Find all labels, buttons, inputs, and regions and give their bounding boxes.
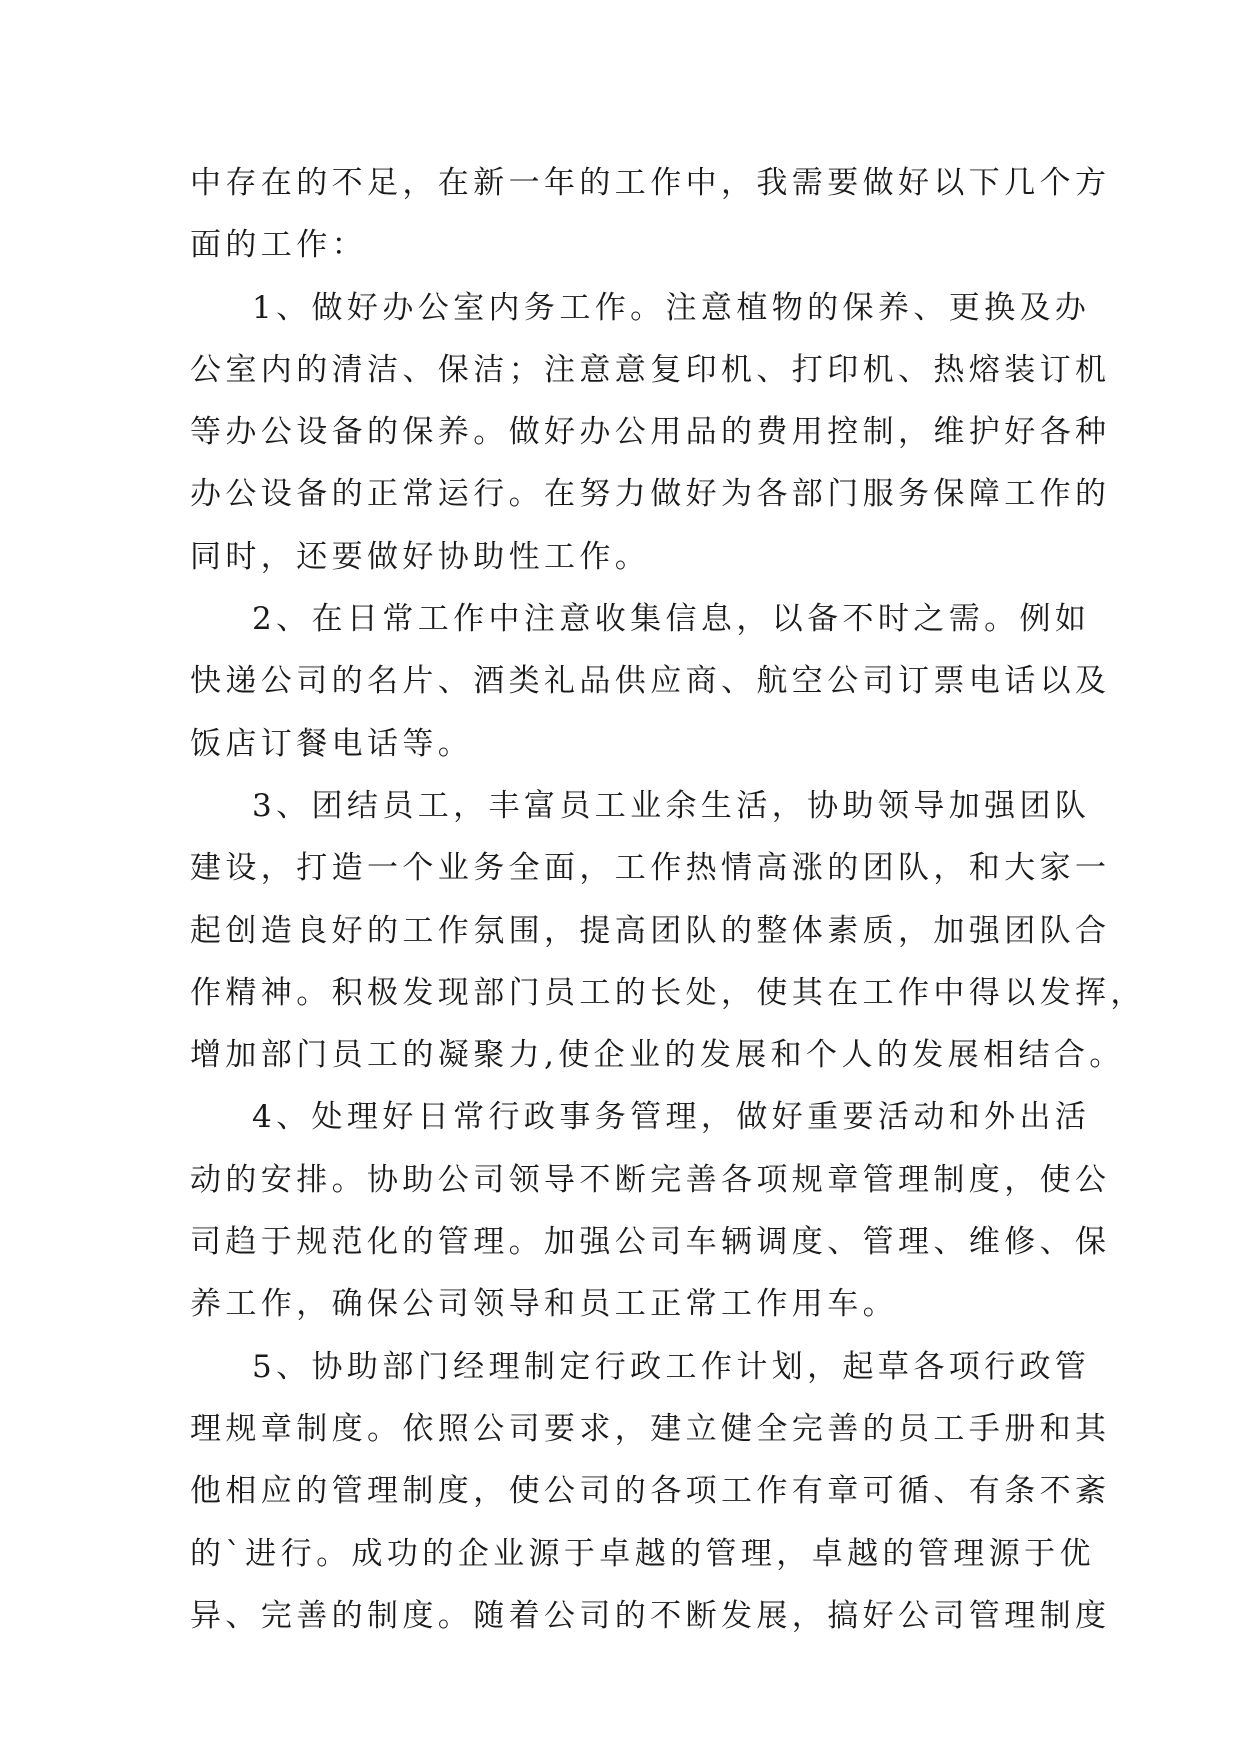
text-line: 动的安排。协助公司领导不断完善各项规章管理制度，使公: [190, 1161, 1111, 1198]
text-line: 增加部门员工的凝聚力,使企业的发展和个人的发展相结合。: [190, 1037, 1125, 1074]
paragraph-item-5: [190, 1336, 1111, 1647]
text-line: 作精神。积极发现部门员工的长处，使其在工作中得以发挥，: [190, 974, 1146, 1011]
text-line: 异、完善的制度。随着公司的不断发展，搞好公司管理制度: [190, 1597, 1111, 1634]
paragraph-item-1: [190, 277, 1111, 588]
paragraph-item-2: [190, 588, 1111, 775]
text-line: 理规章制度。依照公司要求，建立健全完善的员工手册和其: [190, 1410, 1111, 1447]
text-line: 中存在的不足，在新一年的工作中，我需要做好以下几个方: [190, 165, 1111, 201]
paragraph: [190, 152, 1111, 277]
text-line: 面的工作：: [190, 227, 367, 264]
text-line: 公室内的清洁、保洁；注意意复印机、打印机、热熔装订机: [190, 351, 1111, 388]
text-line: 4、处理好日常行政事务管理，做好重要活动和外出活: [252, 1099, 1091, 1136]
text-line: 等办公设备的保养。做好办公用品的费用控制，维护好各种: [190, 414, 1111, 451]
text-line: 养工作，确保公司领导和员工正常工作用车。: [190, 1286, 898, 1323]
text-line: 1、做好办公室内务工作。注意植物的保养、更换及办: [252, 289, 1091, 326]
text-line: 5、协助部门经理制定行政工作计划，起草各项行政管: [252, 1348, 1091, 1385]
text-line: 快递公司的名片、酒类礼品供应商、航空公司订票电话以及: [190, 663, 1111, 700]
text-line: 3、团结员工，丰富员工业余生活，协助领导加强团队: [252, 787, 1091, 824]
text-line: 的`进行。成功的企业源于卓越的管理，卓越的管理源于优: [190, 1535, 1095, 1572]
document-body: [190, 152, 1146, 1647]
text-line: 2、在日常工作中注意收集信息，以备不时之需。例如: [252, 601, 1091, 638]
text-line: 起创造良好的工作氛围，提高团队的整体素质，加强团队合: [190, 912, 1111, 949]
text-line: 饭店订餐电话等。: [190, 725, 474, 762]
text-line: 他相应的管理制度，使公司的各项工作有章可循、有条不紊: [190, 1473, 1111, 1510]
text-line: 办公设备的正常运行。在努力做好为各部门服务保障工作的: [190, 476, 1111, 513]
paragraph-item-3: [190, 775, 1146, 1086]
paragraph-item-4: [190, 1086, 1111, 1335]
text-line: 同时，还要做好协助性工作。: [190, 538, 651, 575]
text-line: 司趋于规范化的管理。加强公司车辆调度、管理、维修、保: [190, 1224, 1111, 1261]
text-line: 建设，打造一个业务全面，工作热情高涨的团队，和大家一: [190, 850, 1111, 887]
